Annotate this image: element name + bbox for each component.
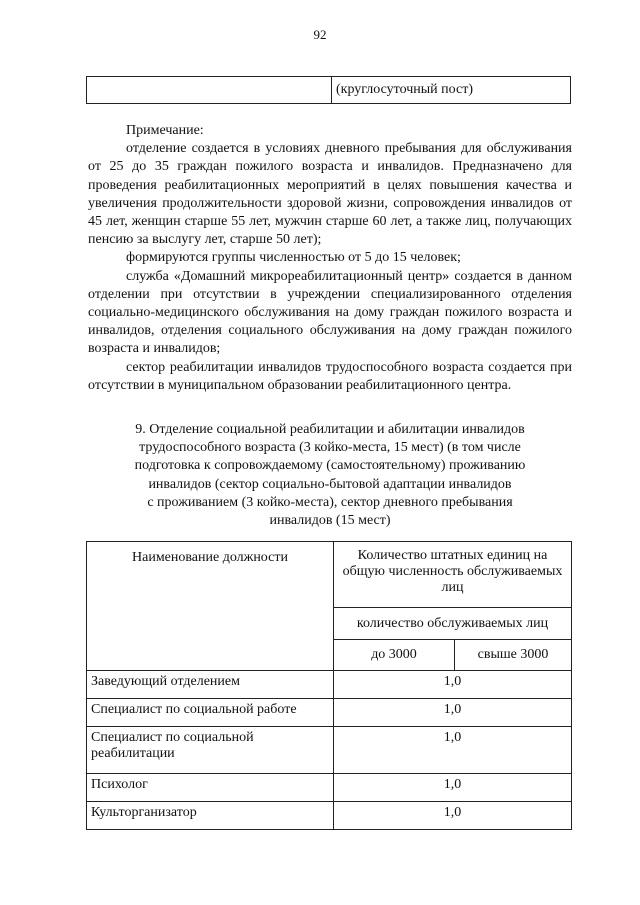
section-title-line: инвалидов (сектор социально-бытовой адаптации инвалидов (148, 476, 512, 492)
note-paragraph: служба «Домашний микрореабилитационный центр» создается в данном отделении при отсутствии в учреждении специализированного отделения социально-медицинского обслуживания на дому граждан пожилого возраста и инвалидов, отделения социального обслуживания на дому граждан пожилого возраста и инвалидов; (88, 268, 572, 357)
section-title-line: 9. Отделение социальной реабилитации и абилитации инвалидов (135, 422, 525, 437)
header-served: количество обслуживаемых лиц (334, 608, 572, 640)
section-title-line: с проживанием (3 койко-места), сектор дневного пребывания (147, 494, 513, 510)
page-number: 92 (313, 27, 327, 42)
note-paragraph: сектор реабилитации инвалидов трудоспособного возраста создается при отсутствии в муниципальном образовании реабилитационного центра. (88, 359, 572, 393)
table-row (87, 802, 572, 830)
note-paragraph: формируются группы численностью от 5 до 15 человек; (126, 250, 461, 266)
cell-position: Специалист по социальной работе (87, 699, 334, 727)
continued-table (86, 76, 571, 104)
note-block (88, 122, 572, 395)
header-position: Наименование должности (87, 542, 334, 671)
cell-position: Культорганизатор (87, 802, 334, 830)
table-row (87, 727, 572, 774)
note-heading: Примечание: (126, 123, 204, 138)
table-cell-empty (87, 77, 332, 104)
cell-value: 1,0 (334, 671, 572, 699)
section-title-line: подготовка к сопровождаемому (самостоятельному) проживанию (134, 458, 526, 474)
cell-position: Заведующий отделением (87, 671, 334, 699)
cell-value: 1,0 (334, 727, 572, 774)
note-paragraph: отделение создается в условиях дневного пребывания для обслуживания от 25 до 35 граждан пожилого возраста и инвалидов. Предназначено для проведения реабилитационных мероприятий в целях повышения качества и увеличения продолжительности здоровой жизни, сопровождения инвалидов от 45 лет, женщин старше 55 лет, мужчин старше 60 лет, а также лиц, получающих пенсию за выслугу лет, старше 50 лет); (88, 141, 572, 248)
table-row (87, 774, 572, 802)
table-cell-post: (круглосуточный пост) (332, 77, 571, 104)
staff-table (86, 541, 572, 830)
section-title-line: трудоспособного возраста (3 койко-места, 15 мест) (в том числе (139, 440, 521, 456)
cell-value: 1,0 (334, 802, 572, 830)
table-row (87, 77, 571, 104)
cell-position: Психолог (87, 774, 334, 802)
cell-value: 1,0 (334, 774, 572, 802)
cell-position: Специалист по социальной реабилитации (87, 727, 334, 774)
section-title (100, 421, 560, 530)
header-quantity: Количество штатных единиц на общую численность обслуживаемых лиц (334, 542, 572, 608)
section-title-line: инвалидов (15 мест) (269, 513, 391, 529)
header-over-3000: свыше 3000 (455, 640, 572, 671)
cell-value: 1,0 (334, 699, 572, 727)
table-header-row (87, 542, 572, 608)
table-row (87, 671, 572, 699)
header-upto-3000: до 3000 (334, 640, 455, 671)
table-row (87, 699, 572, 727)
